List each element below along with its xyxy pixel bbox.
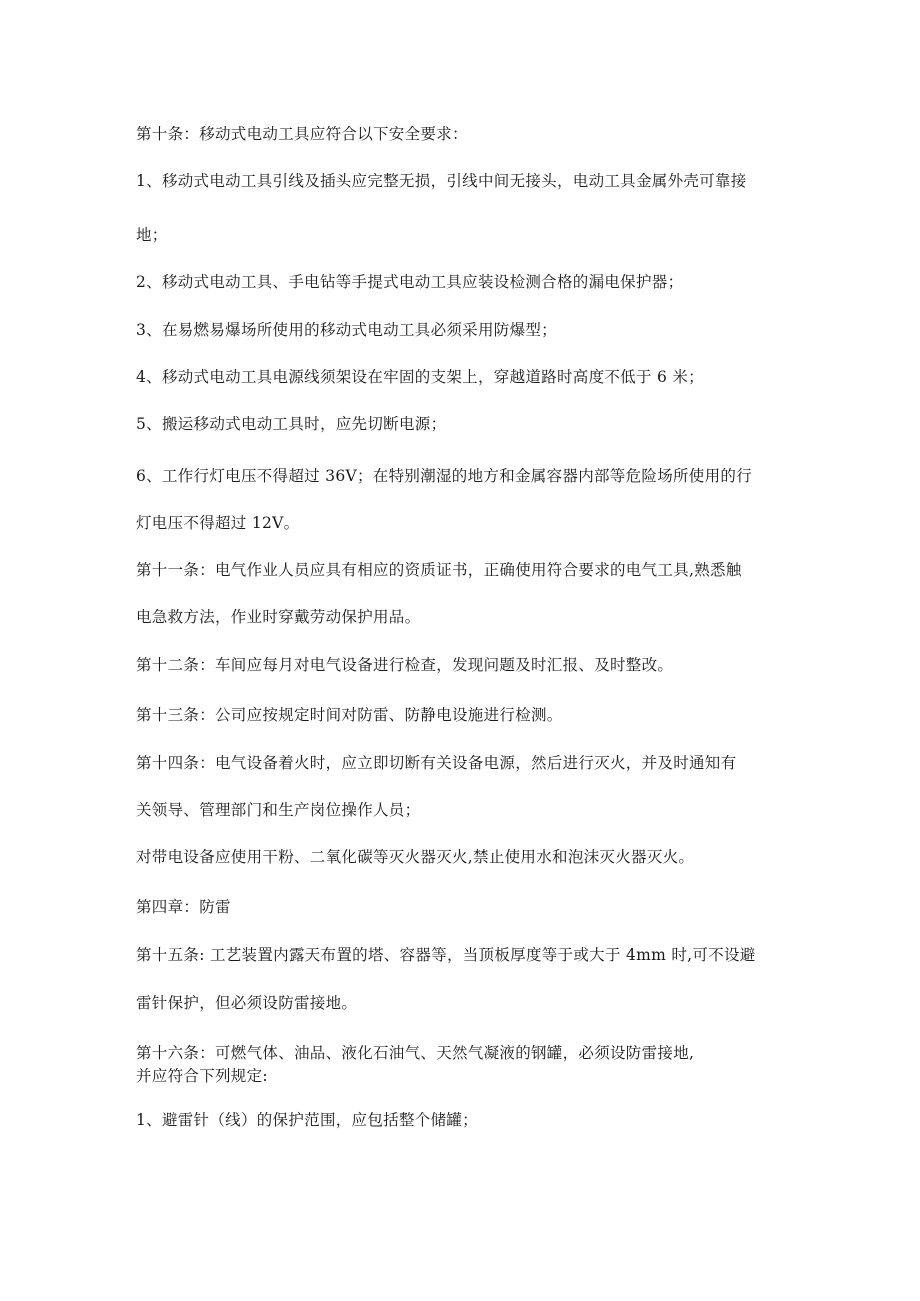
article-10-item-2: 2、移动式电动工具、手电钻等手提式电动工具应装设检测合格的漏电保护器；: [136, 273, 684, 291]
article-10-heading: 第十条：移动式电动工具应符合以下安全要求：: [136, 125, 468, 143]
article-13: 第十三条：公司应按规定时间对防雷、防静电设施进行检测。: [136, 706, 563, 724]
article-12: 第十二条：车间应每月对电气设备进行检查，发现问题及时汇报、及时整改。: [136, 656, 674, 674]
article-15-line-1: 第十五条: 工艺装置内露天布置的塔、容器等，当顶板厚度等于或大于 4mm 时,可不设避: [136, 946, 756, 964]
article-10-item-6-line-1: 6、工作行灯电压不得超过 36V；在特别潮湿的地方和金属容器内部等危险场所使用的行: [136, 467, 753, 485]
article-14-line-3: 对带电设备应使用干粉、二氧化碳等灭火器灭火,禁止使用水和泡沫灭火器灭火。: [136, 848, 695, 866]
article-14-line-2: 关领导、管理部门和生产岗位操作人员；: [136, 801, 421, 819]
article-16-line-2: 并应符合下列规定:: [136, 1067, 268, 1085]
article-10-item-1-line-2: 地；: [136, 226, 168, 244]
article-10-item-5: 5、搬运移动式电动工具时，应先切断电源；: [136, 415, 447, 433]
article-16-item-1: 1、避雷针（线）的保护范围，应包括整个储罐；: [136, 1111, 478, 1129]
article-10-item-6-line-2: 灯电压不得超过 12V。: [136, 514, 300, 532]
article-10-item-1-line-1: 1、移动式电动工具引线及插头应完整无损，引线中间无接头，电动工具金属外壳可靠接: [136, 172, 747, 190]
article-11-line-1: 第十一条：电气作业人员应具有相应的资质证书，正确使用符合要求的电气工具,熟悉触: [136, 561, 742, 579]
article-15-line-2: 雷针保护，但必须设防雷接地。: [136, 994, 358, 1012]
article-10-item-4: 4、移动式电动工具电源线须架设在牢固的支架上，穿越道路时高度不低于 6 米；: [136, 368, 704, 386]
article-11-line-2: 电急救方法，作业时穿戴劳动保护用品。: [136, 608, 421, 626]
chapter-4-heading: 第四章：防雷: [136, 898, 231, 916]
article-16-line-1: 第十六条：可燃气体、油品、液化石油气、天然气凝液的钢罐，必须设防雷接地,: [136, 1044, 695, 1062]
article-10-item-3: 3、在易燃易爆场所使用的移动式电动工具必须采用防爆型；: [136, 321, 557, 339]
article-14-line-1: 第十四条：电气设备着火时，应立即切断有关设备电源，然后进行灭火，并及时通知有: [136, 754, 737, 772]
